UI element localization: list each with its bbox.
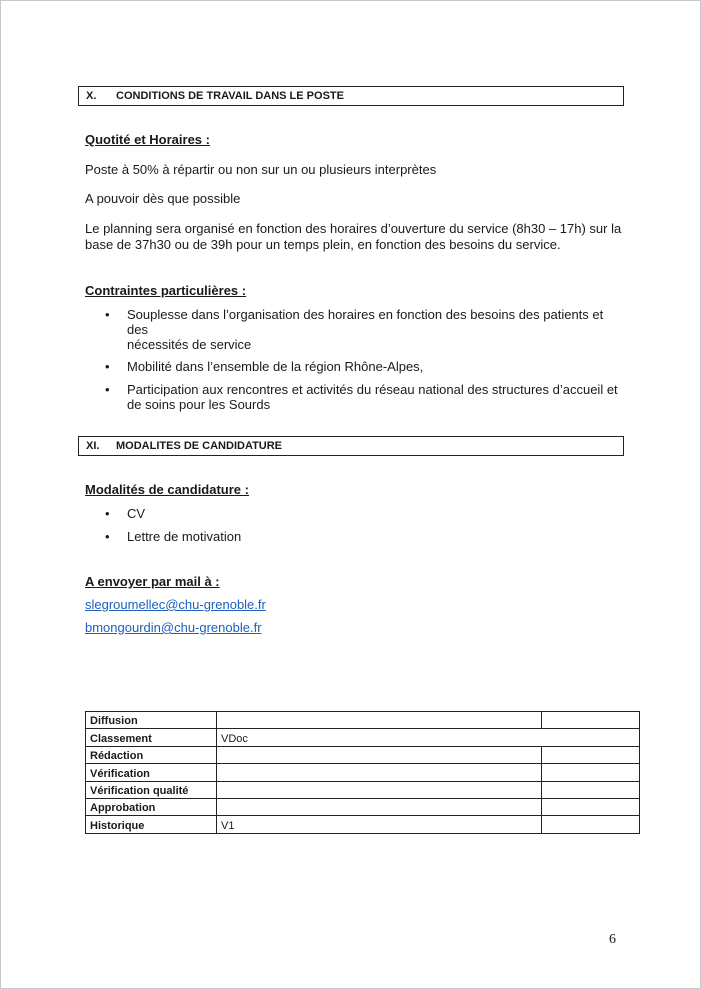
bullet-icon: • bbox=[105, 529, 110, 544]
bullet-icon: • bbox=[105, 506, 110, 521]
list-item bbox=[85, 506, 625, 521]
row-label: Approbation bbox=[86, 798, 217, 815]
email-link-slegroumellec[interactable]: slegroumellec@chu-grenoble.fr bbox=[85, 597, 266, 612]
row-label: Classement bbox=[86, 729, 217, 746]
row-label: Vérification bbox=[86, 764, 217, 781]
candidature-list bbox=[85, 506, 625, 544]
list-item bbox=[85, 307, 625, 352]
table-row bbox=[86, 816, 640, 833]
list-item-text: Lettre de motivation bbox=[127, 529, 242, 544]
row-value: VDoc bbox=[217, 729, 640, 746]
quotite-paragraph-2: A pouvoir dès que possible bbox=[85, 191, 241, 206]
row-value bbox=[217, 764, 542, 781]
section-number: XI. bbox=[86, 440, 100, 452]
document-metadata-table bbox=[85, 711, 640, 834]
list-item-text: CV bbox=[127, 506, 146, 521]
row-label: Diffusion bbox=[86, 712, 217, 729]
candidature-heading: Modalités de candidature : bbox=[85, 482, 249, 497]
section-header-candidature bbox=[78, 436, 624, 456]
contraintes-heading: Contraintes particulières : bbox=[85, 283, 247, 298]
row-value bbox=[217, 781, 542, 798]
row-extra bbox=[542, 746, 640, 763]
row-extra bbox=[542, 712, 640, 729]
row-value: V1 bbox=[217, 816, 542, 833]
list-item-line: de soins pour les Sourds bbox=[127, 397, 271, 412]
list-item bbox=[85, 382, 625, 412]
quotite-paragraph-3-line-2: base de 37h30 ou de 39h pour un temps plein, en fonction des besoins du service. bbox=[85, 237, 561, 252]
email-link-bmongourdin[interactable]: bmongourdin@chu-grenoble.fr bbox=[85, 620, 262, 635]
list-item-line: nécessités de service bbox=[127, 337, 252, 352]
page-number: 6 bbox=[609, 932, 616, 947]
list-item-line: Mobilité dans l’ensemble de la région Rhône-Alpes, bbox=[127, 359, 424, 374]
row-extra bbox=[542, 816, 640, 833]
envoi-heading: A envoyer par mail à : bbox=[85, 574, 220, 589]
bullet-icon: • bbox=[105, 382, 110, 397]
list-item-line: Souplesse dans l’organisation des horaires en fonction des besoins des patients et des bbox=[127, 307, 604, 337]
bullet-icon: • bbox=[105, 307, 110, 322]
section-header-conditions bbox=[78, 86, 624, 106]
bullet-icon: • bbox=[105, 359, 110, 374]
table-row bbox=[86, 712, 640, 729]
table-row bbox=[86, 798, 640, 815]
row-label: Rédaction bbox=[86, 746, 217, 763]
row-label: Vérification qualité bbox=[86, 781, 217, 798]
row-extra bbox=[542, 764, 640, 781]
row-extra bbox=[542, 798, 640, 815]
list-item bbox=[85, 359, 625, 374]
row-value bbox=[217, 746, 542, 763]
table-row bbox=[86, 746, 640, 763]
list-item-line: Participation aux rencontres et activités du réseau national des structures d’accueil et bbox=[127, 382, 618, 397]
quotite-heading: Quotité et Horaires : bbox=[85, 132, 210, 147]
section-number: X. bbox=[86, 90, 97, 102]
section-title: CONDITIONS DE TRAVAIL DANS LE POSTE bbox=[116, 90, 344, 102]
section-title: MODALITES DE CANDIDATURE bbox=[116, 440, 283, 452]
table-row bbox=[86, 729, 640, 746]
list-item bbox=[85, 529, 625, 544]
row-extra bbox=[542, 781, 640, 798]
quotite-paragraph-1: Poste à 50% à répartir ou non sur un ou plusieurs interprètes bbox=[85, 162, 437, 177]
table-row bbox=[86, 781, 640, 798]
row-value bbox=[217, 712, 542, 729]
quotite-paragraph-3-line-1: Le planning sera organisé en fonction des horaires d’ouverture du service (8h30 – 17h) sur la bbox=[85, 221, 622, 236]
contraintes-list bbox=[85, 307, 625, 412]
row-label: Historique bbox=[86, 816, 217, 833]
row-value bbox=[217, 798, 542, 815]
table-row bbox=[86, 764, 640, 781]
